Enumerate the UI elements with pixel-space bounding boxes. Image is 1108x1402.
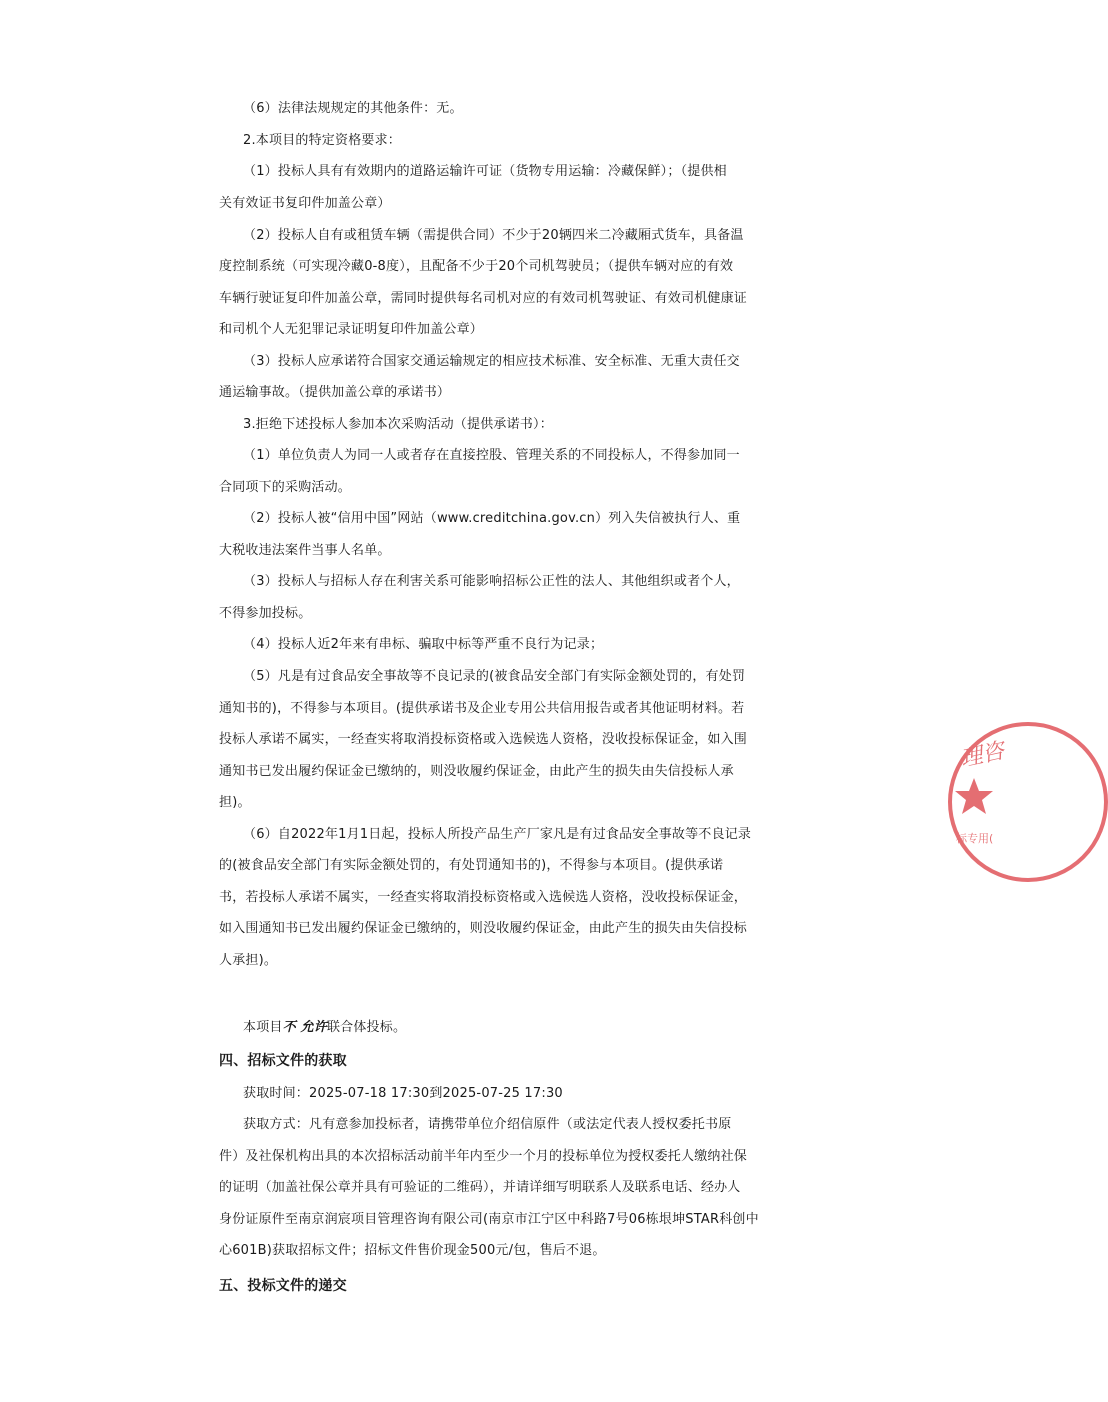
text-line: 通知书已发出履约保证金已缴纳的，则没收履约保证金，由此产生的损失由失信投标人承 (219, 764, 734, 779)
text-line: 和司机个人无犯罪记录证明复印件加盖公章） (219, 322, 484, 337)
text-line: 如入围通知书已发出履约保证金已缴纳的，则没收履约保证金，由此产生的损失由失信投标 (219, 921, 748, 936)
text-line: 书，若投标人承诺不属实，一经查实将取消投标资格或入选候选人资格，没收投标保证金， (219, 890, 748, 905)
text-line: 投标人承诺不属实，一经查实将取消投标资格或入选候选人资格，没收投标保证金，如入围 (219, 732, 748, 747)
text-line: 不得参加投标。 (219, 606, 312, 621)
text-line: 3.拒绝下述投标人参加本次采购活动（提供承诺书）： (243, 417, 553, 432)
text-line: （1）投标人具有有效期内的道路运输许可证（货物专用运输：冷藏保鲜）；（提供相 (243, 164, 727, 179)
text-line: 关有效证书复印件加盖公章） (219, 196, 391, 211)
acquisition-method-line: 的证明（加盖社保公章并具有可验证的二维码），并请详细写明联系人及联系电话、经办人 (219, 1180, 741, 1195)
text-line: 合同项下的采购活动。 (219, 480, 352, 495)
section-heading-5: 五、投标文件的递交 (219, 1278, 347, 1294)
consortium-emphasis: 不 允许 (282, 1020, 327, 1035)
text-line: （3）投标人与招标人存在利害关系可能影响招标公正性的法人、其他组织或者个人， (243, 574, 740, 589)
text-line: （1）单位负责人为同一人或者存在直接控股、管理关系的不同投标人，不得参加同一 (243, 448, 740, 463)
text-line: 人承担)。 (219, 953, 278, 968)
text-line: （4）投标人近2年来有串标、骗取中标等严重不良行为记录； (243, 637, 604, 652)
seal-text-top: 理咨 (958, 738, 1007, 773)
text-line: 大税收违法案件当事人名单。 (219, 543, 391, 558)
seal-text-bottom: 标专用( (956, 832, 994, 845)
acquisition-method-line: 身份证原件至南京润宸项目管理咨询有限公司(南京市江宁区中科路7号06栋垠坤STAR科创中 (219, 1212, 759, 1227)
text-line: 通运输事故。（提供加盖公章的承诺书） (219, 385, 451, 400)
seal-star-icon (954, 776, 994, 816)
section-heading-4: 四、招标文件的获取 (219, 1053, 347, 1069)
acquisition-method-line: 获取方式：凡有意参加投标者，请携带单位介绍信原件（或法定代表人授权委托书原 (243, 1117, 732, 1132)
acquisition-method-line: 件）及社保机构出具的本次招标活动前半年内至少一个月的投标单位为授权委托人缴纳社保 (219, 1149, 748, 1164)
text-line: 2.本项目的特定资格要求： (243, 133, 402, 148)
text-line: （2）投标人自有或租赁车辆（需提供合同）不少于20辆四米二冷藏厢式货车，具备温 (243, 228, 744, 243)
acquisition-time: 获取时间：2025-07-18 17:30到2025-07-25 17:30 (243, 1086, 563, 1101)
text-line: 车辆行驶证复印件加盖公章，需同时提供每名司机对应的有效司机驾驶证、有效司机健康证 (219, 291, 748, 306)
text-line: 担)。 (219, 795, 251, 810)
consortium-statement (243, 1020, 779, 1036)
text-line: （6）自2022年1月1日起，投标人所投产品生产厂家凡是有过食品安全事故等不良记录 (243, 827, 752, 842)
consortium-suffix: 联合体投标。 (326, 1020, 407, 1035)
text-line: （3）投标人应承诺符合国家交通运输规定的相应技术标准、安全标准、无重大责任交 (243, 354, 740, 369)
text-line: 的(被食品安全部门有实际金额处罚的，有处罚通知书的)，不得参与本项目。(提供承诺 (219, 858, 724, 873)
text-line: （2）投标人被“信用中国”网站（www.creditchina.gov.cn）列入失信被执行人、重 (243, 511, 741, 526)
consortium-prefix: 本项目 (243, 1020, 283, 1035)
text-line: （5）凡是有过食品安全事故等不良记录的(被食品安全部门有实际金额处罚的，有处罚 (243, 669, 746, 684)
text-line: 通知书的)，不得参与本项目。(提供承诺书及企业专用公共信用报告或者其他证明材料。若 (219, 701, 745, 716)
text-line: （6）法律法规规定的其他条件：无。 (243, 101, 463, 116)
official-seal (948, 722, 1108, 882)
text-line: 度控制系统（可实现冷藏0-8度），且配备不少于20个司机驾驶员；（提供车辆对应的有效 (219, 259, 734, 274)
acquisition-method-line: 心601B)获取招标文件；招标文件售价现金500元/包，售后不退。 (219, 1243, 606, 1258)
